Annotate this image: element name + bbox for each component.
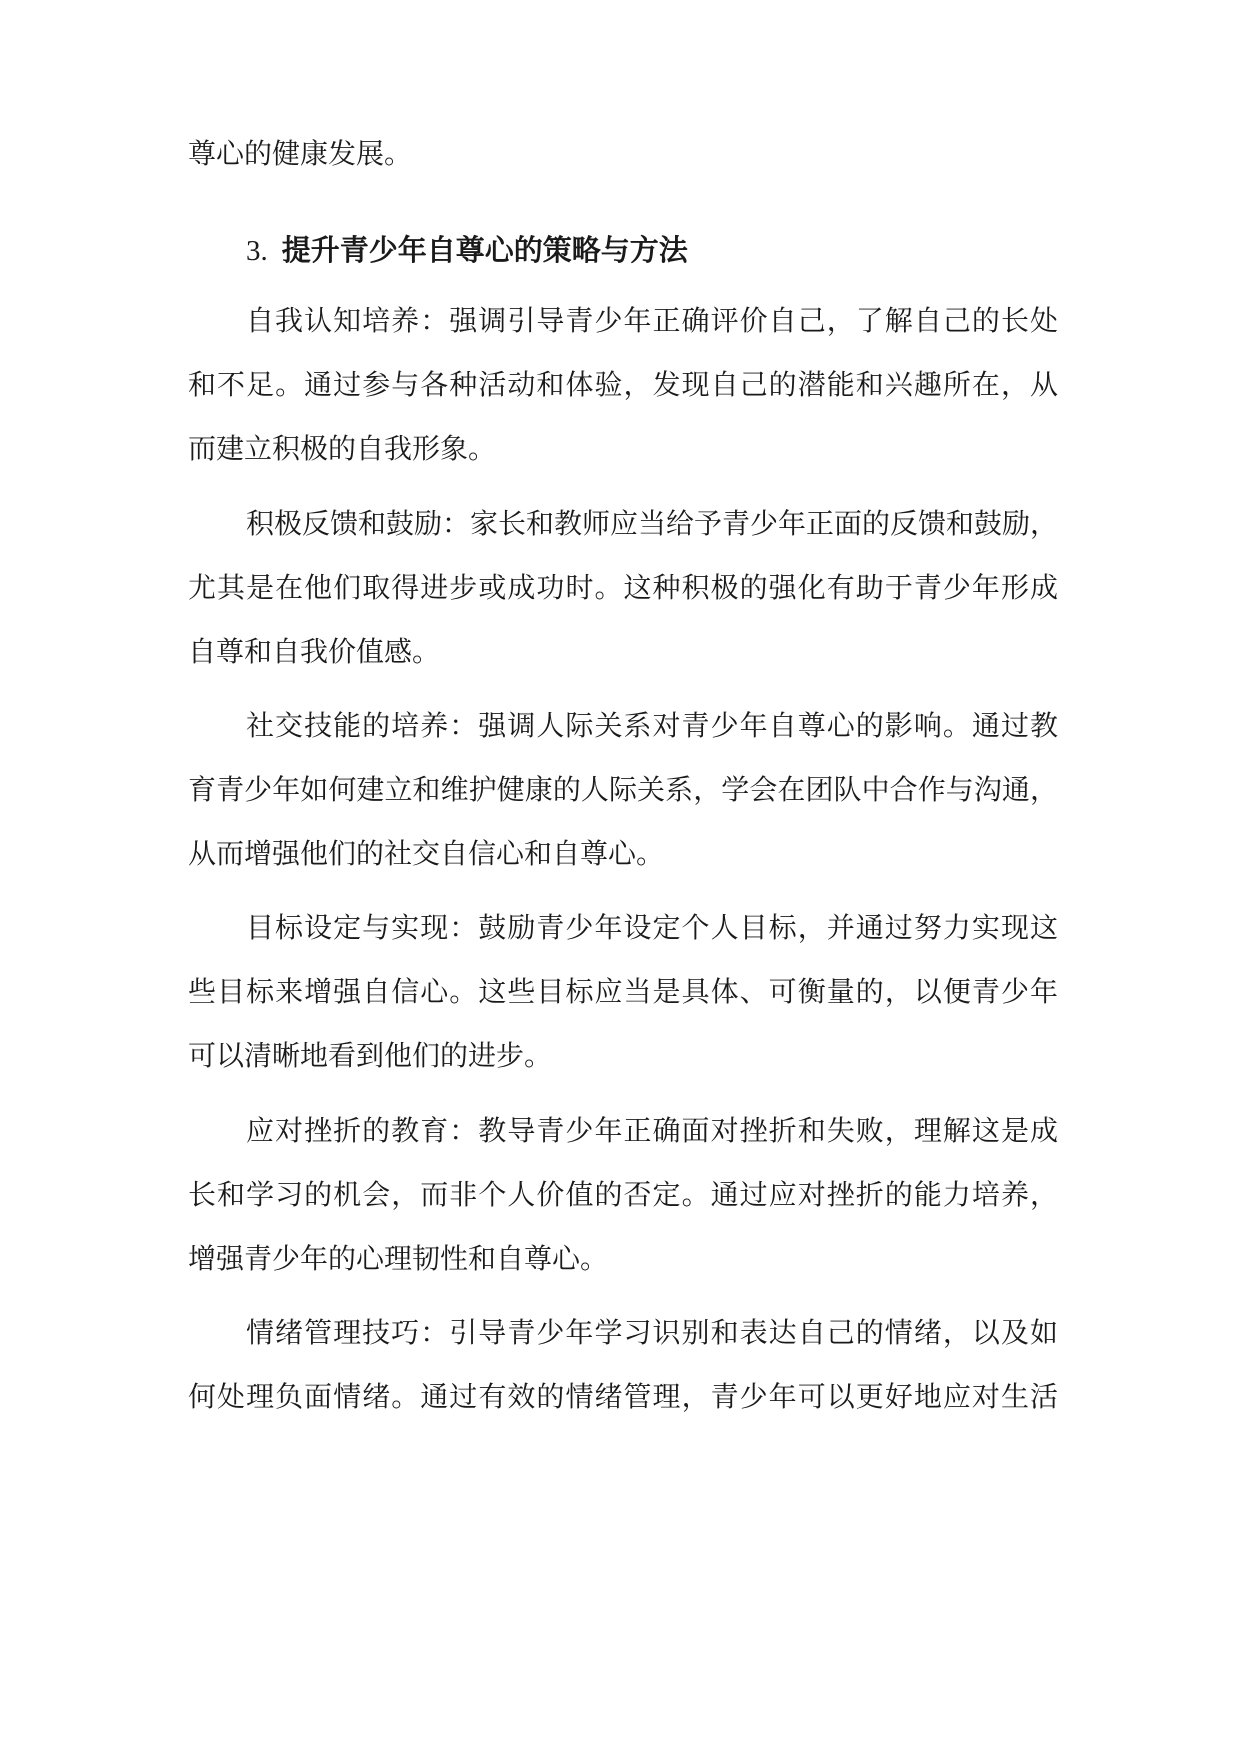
section-number: 3. <box>246 235 268 267</box>
paragraph-1-line-1: 自我认知培养：强调引导青少年正确评价自己，了解自己的长处 <box>246 304 1058 337</box>
paragraph-4-line-1: 目标设定与实现：鼓励青少年设定个人目标，并通过努力实现这 <box>246 911 1058 944</box>
paragraph-4-line-2: 些目标来增强自信心。这些目标应当是具体、可衡量的，以便青少年 <box>188 975 1058 1008</box>
paragraph-5-line-3: 增强青少年的心理韧性和自尊心。 <box>188 1242 609 1275</box>
paragraph-6-line-1: 情绪管理技巧：引导青少年学习识别和表达自己的情绪，以及如 <box>246 1316 1058 1349</box>
paragraph-2-line-3: 自尊和自我价值感。 <box>188 635 441 668</box>
paragraph-5-line-2: 长和学习的机会，而非个人价值的否定。通过应对挫折的能力培养， <box>188 1178 1058 1211</box>
paragraph-1-line-3: 而建立积极的自我形象。 <box>188 432 497 465</box>
paragraph-3-line-2: 育青少年如何建立和维护健康的人际关系，学会在团队中合作与沟通， <box>188 773 1058 806</box>
paragraph-1-line-2: 和不足。通过参与各种活动和体验，发现自己的潜能和兴趣所在，从 <box>188 368 1058 401</box>
paragraph-4-line-3: 可以清晰地看到他们的进步。 <box>188 1039 553 1072</box>
section-heading <box>246 230 688 271</box>
paragraph-6-line-2: 何处理负面情绪。通过有效的情绪管理，青少年可以更好地应对生活 <box>188 1380 1058 1413</box>
continuation-text: 尊心的健康发展。 <box>188 137 413 170</box>
paragraph-2-line-2: 尤其是在他们取得进步或成功时。这种积极的强化有助于青少年形成 <box>188 571 1058 604</box>
paragraph-2-line-1: 积极反馈和鼓励：家长和教师应当给予青少年正面的反馈和鼓励， <box>246 507 1058 540</box>
paragraph-5-line-1: 应对挫折的教育：教导青少年正确面对挫折和失败，理解这是成 <box>246 1114 1058 1147</box>
section-title: 提升青少年自尊心的策略与方法 <box>281 233 688 267</box>
paragraph-3-line-1: 社交技能的培养：强调人际关系对青少年自尊心的影响。通过教 <box>246 709 1058 742</box>
paragraph-3-line-3: 从而增强他们的社交自信心和自尊心。 <box>188 837 665 870</box>
